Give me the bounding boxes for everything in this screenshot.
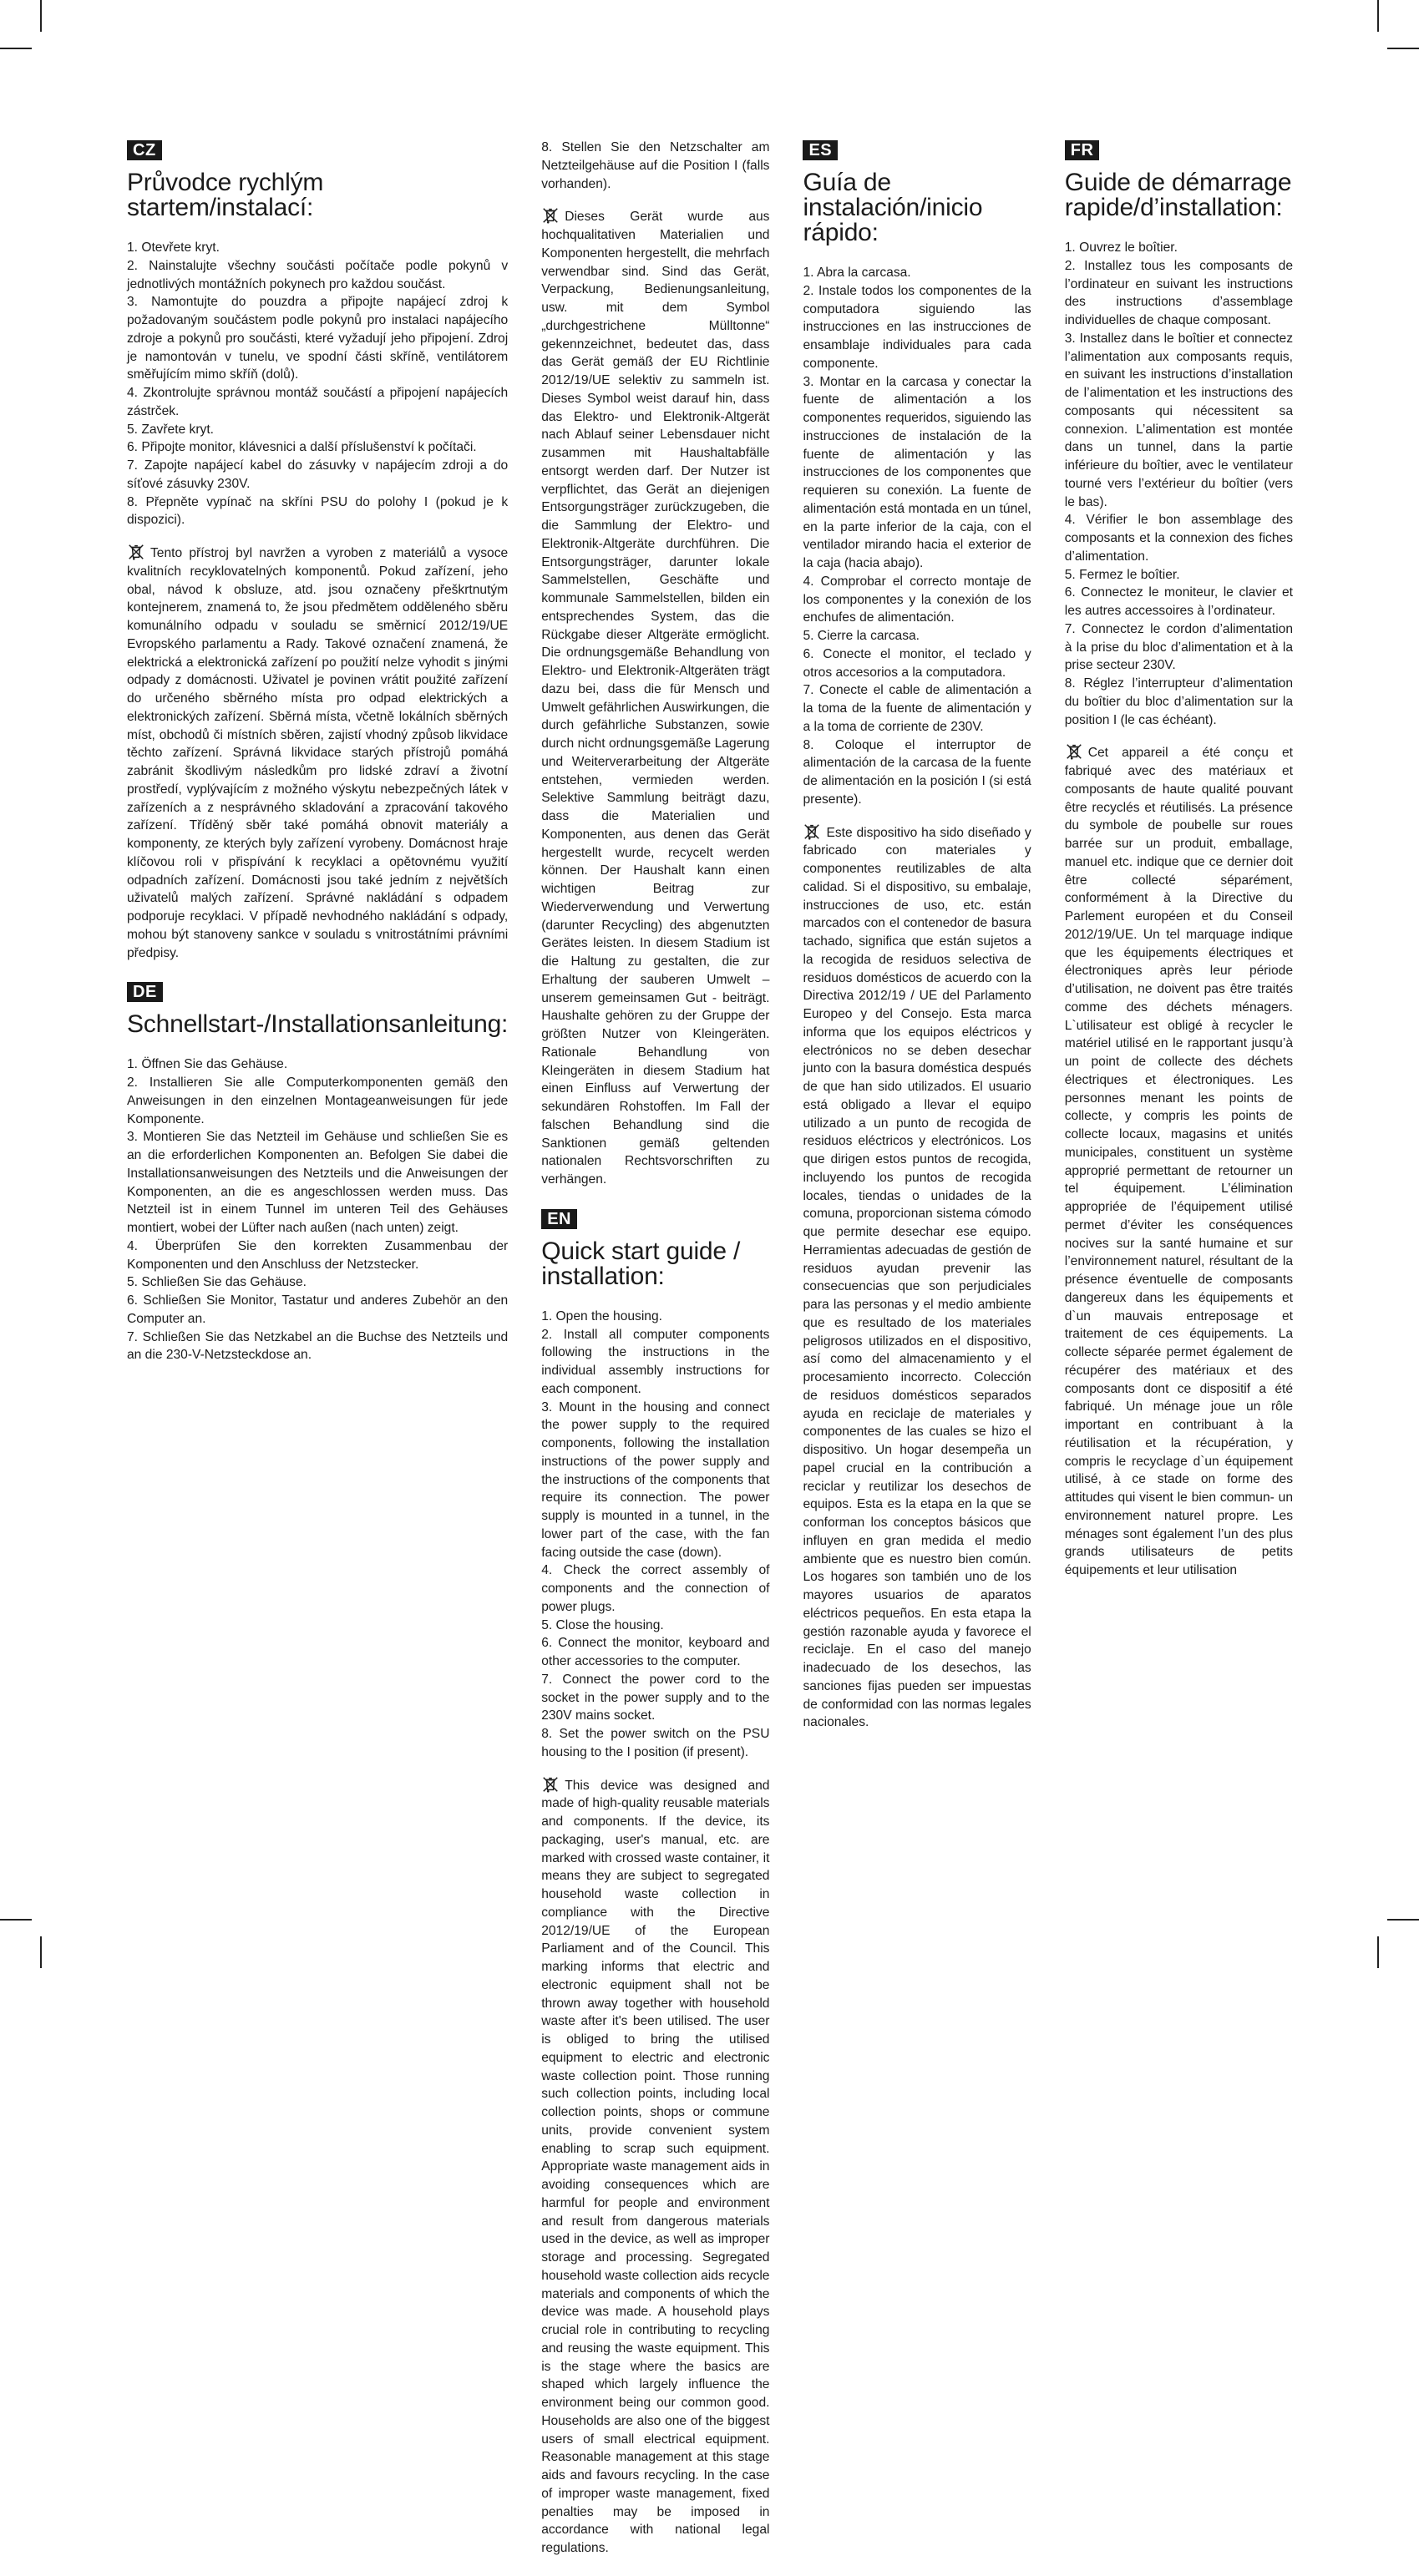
- step-item: 5. Cierre la carcasa.: [803, 629, 920, 643]
- crossed-out-wheelie-bin-icon: [541, 1775, 560, 1794]
- section-fr: [1065, 139, 1293, 1580]
- step-item: 7. Schließen Sie das Netzkabel an die Buchse des Netzteils und an die 230-V-Netzsteckdose an.: [127, 1329, 509, 1363]
- step-item: 4. Vérifier le bon assemblage des composants et la connexion des fiches d’alimentation.: [1064, 513, 1293, 564]
- step-item: 6. Connect the monitor, keyboard and other accessories to the computer.: [541, 1636, 770, 1668]
- step-item: 8. Přepněte vypínač na skříni PSU do polohy I (pokud je k dispozici).: [127, 494, 509, 528]
- step-item: 4. Zkontrolujte správnou montáž součástí a připojení napájecích zástrček.: [127, 386, 509, 418]
- section-es: [803, 139, 1031, 1732]
- crop-mark-br-h: [1387, 1919, 1419, 1921]
- steps-list-es: [803, 264, 1031, 809]
- section-title-es: Guía de instalación/inicio rápido:: [803, 169, 983, 246]
- step-item: 7. Zapojte napájecí kabel do zásuvky v napájecím zdroji a do síťové zásuvky 230V.: [127, 458, 509, 491]
- step-item: 2. Install all computer components following the instructions in the individual assembly instructions for each component.: [541, 1327, 770, 1396]
- step-item: 2. Nainstalujte všechny součásti počítače podle pokynů v jednotlivých montážních pokynech pro každou součást.: [127, 258, 509, 291]
- crossed-out-wheelie-bin-icon: [803, 822, 821, 841]
- step-item: 8. Stellen Sie den Netzschalter am Netzteilgehäuse auf die Position I (falls vorhanden).: [541, 140, 770, 191]
- step-item: 3. Mount in the housing and connect the power supply to the required components, following the installation instructions of the power supply and the instructions of the components that require its connection. The power supply is mounted in a tunnel, in the lower part of the case, with the fan facing outside the case (down).: [541, 1399, 770, 1560]
- step-item: 6. Connectez le moniteur, le clavier et les autres accessoires à l’ordinateur.: [1064, 585, 1293, 618]
- step-item: 1. Öffnen Sie das Gehäuse.: [127, 1057, 288, 1072]
- weee-text-de: Dieses Gerät wurde aus hochqualitativen Materialien und Komponenten hergestellt, die mehrfach verwendbar sind. Sind das Gerät, Verpackung, Bedienungsanleitung, usw. mit dem Symbol „durchgestrichene Mülltonne“ gekennzeichnet, bedeutet das, dass das Gerät gemäß der EU Richtlinie 2012/19/UE selektiv zu sammeln ist. Dieses Symbol weist darauf hin, dass das Elektro- und Elektronik-Altgerät nach Ablauf seiner Lebensdauer nicht zusammen mit Haushaltabfälle entsorgt werden darf. Der Nutzer ist verpflichtet, das Gerät an diejenigen Entsorgungsträger zurückzugeben, die die Sammlung der Elektro- und Elektronik-Altgeräte durchführen. Die Entsorgungsträger, darunter lokale Sammelstellen, Geschäfte und kommunale Sammelstellen, bilden ein entsprechendes System, das die Rückgabe dieser Altgeräte ermöglicht. Die ordnungsgemäße Behandlung von Elektro- und Elektronik-Altgeräten trägt dazu bei, dass die für Mensch und Umwelt gefährlichen Auswirkungen, die durch gefährliche Substanzen, sowie durch nicht ordnungsgemäße Lagerung und Weiterverarbeitung der Altgeräte entstehen, vermieden werden. Selektive Sammlung beiträgt dazu, dass die Materialien und Komponenten, aus denen das Gerät hergestellt wurde, recycelt werden können. Der Haushalt kann einen wichtigen Beitrag zur Wiederverwendung und Verwertung (darunter Recycling) des abgenutzten Gerätes leisten. In diesem Stadium ist die Haltung zu gestalten, die zur Erhaltung der sauberen Umwelt – unserem gemeinsamen Gut - beiträgt. Haushalte gehören zu der Gruppe der größten Nutzer von Kleingeräten. Rationale Behandlung von Kleingeräten in diesem Stadium hat einen Einfluss auf Verwertung der sekundären Rohstoffen. Im Fall der falschen Behandlung sind die Sanktionen gemäß geltenden nationalen Rechtsvorschriften zu verhängen.: [541, 210, 770, 1187]
- steps-list-de: [127, 1055, 508, 1364]
- section-title-de: Schnellstart-/Installationsanleitung:: [127, 1010, 509, 1039]
- section-cz: [127, 139, 508, 962]
- document-columns: [127, 139, 1293, 2555]
- steps-list-cz: [127, 239, 508, 529]
- step-item: 2. Installieren Sie alle Computerkomponenten gemäß den Anweisungen in den einzelnen Montageanweisungen für jede Komponente.: [127, 1075, 509, 1126]
- steps-list-de-continued: [541, 139, 769, 193]
- weee-notice-es: [803, 822, 1031, 1733]
- crop-mark-br-v: [1377, 1936, 1379, 1968]
- step-item: 8. Réglez l’interrupteur d’alimentation du boîtier du bloc d’alimentation sur la position I (le cas échéant).: [1064, 676, 1293, 727]
- column-4: [1065, 139, 1293, 2576]
- step-item: 1. Otevřete kryt.: [127, 240, 220, 255]
- weee-text-cz: Tento přístroj byl navržen a vyroben z materiálů a vysoce kvalitních recyklovatelných komponentů. Pokud zařízení, jeho obal, návod k obsluze, atd. jsou označeny přeškrtnutým kontejnerem, znamená to, že jsou předmětem odděleného sběru komunálního odpadu v souladu se směrnicí 2012/19/UE Evropského parlamentu a Rady. Takové označení znamená, že elektrická a elektronická zařízení po použití nelze vyhodit s jinými odpady z domácnosti. Uživatel je povinen vrátit použité zařízení do určeného sběrného místa pro odpad elektrických a elektronických zařízení. Sběrná místa, včetně lokálních sběrných míst, obchodů či místních sběren, zajistí vhodný způsob likvidace těchto zařízení. Správná likvidace starých přístrojů pomáhá zabránit škodlivým následkům pro lidské zdraví a životní prostředí, vyplývajícím z možného výskytu nebezpečných látek v zařízeních a z nesprávného skladování a zpracování takového zařízení. Tříděný sběr také pomáhá obnovit materiály a komponenty, ze kterých byly zařízení vyrobeny. Domácnost hraje klíčovou roli v přispívání k recyklaci a opětovnému využití odpadních zařízení. Domácnosti jsou také jedním z největších uživatelů malých zařízení. Správné nakládání s odpadem podporuje recyklaci. V případě nevhodného nakládání s odpady, mohou být stanoveny sankce v souladu s vnitrostátními právními předpisy.: [127, 546, 509, 960]
- step-item: 1. Ouvrez le boîtier.: [1064, 240, 1178, 255]
- language-badge-cz: CZ: [127, 140, 162, 160]
- crop-mark-tr-v: [1377, 0, 1379, 32]
- step-item: 5. Schließen Sie das Gehäuse.: [127, 1275, 307, 1290]
- step-item: 8. Set the power switch on the PSU housing to the I position (if present).: [541, 1727, 770, 1759]
- crop-mark-bl-h: [0, 1919, 32, 1921]
- step-item: 3. Montieren Sie das Netzteil im Gehäuse und schließen Sie es an die erforderlichen Komponenten an. Befolgen Sie dabei die Installationsanweisungen des Netzteils und die Anweisungen der Komponenten, an die es angeschlossen werden muss. Das Netzteil ist in einem Tunnel im unteren Teil des Gehäuses montiert, wobei der Lüfter nach außen (nach unten) zeigt.: [127, 1130, 509, 1235]
- column-2: [541, 139, 769, 2576]
- crop-mark-tr-h: [1387, 48, 1419, 49]
- section-title-cz: Průvodce rychlým startem/instalací:: [127, 169, 324, 221]
- crossed-out-wheelie-bin-icon: [1065, 742, 1083, 761]
- weee-notice-cz: [127, 543, 508, 962]
- language-badge-de: DE: [127, 982, 163, 1002]
- weee-notice-de: [541, 206, 769, 1189]
- step-item: 2. Instale todos los componentes de la computadora siguiendo las instrucciones en las instrucciones de ensamblaje individuales para cada componente.: [803, 283, 1031, 371]
- step-item: 4. Check the correct assembly of components and the connection of power plugs.: [541, 1563, 770, 1614]
- step-item: 1. Abra la carcasa.: [803, 266, 911, 280]
- language-badge-en: EN: [541, 1209, 577, 1229]
- weee-text-fr: Cet appareil a été conçu et fabriqué avec des matériaux et composants de haute qualité pouvant être recyclés et réutilisés. La présence du symbole de poubelle sur roues barrée sur un produit, emballage, manuel etc. indique que ce dernier doit être collecté séparément, conformément à la Directive du Parlement européen et du Conseil 2012/19/UE. Un tel marquage indique que les équipements électriques et électroniques après leur période d’utilisation, ne doivent pas être traités comme des déchets ménagers. L`utilisateur est obligé à recycler le matériel utilisé en le rapportant jusqu’à un point de collecte des déchets électriques et électroniques. Les personnes menant les points de collecte, y compris les points de collecte locaux, magasins et unités municipales, constituent un système approprié permettant de retourner un tel équipement. L’élimination appropriée de l’équipement utilisé permet d’éviter les conséquences nocives sur la santé humaine et sur l’environnement naturel, résultant de la présence éventuelle de composants dangereux dans les équipements et d`un mauvais entreposage et traitement de ces équipements. La collecte séparée permet également de récupérer des matériaux et des composants dont ce dispositif a été fabriqué. Un ménage joue un rôle important en contribuant à la réutilisation et la récupération, y compris le recyclage d`un équipement utilisé, à ce stade on forme des attitudes qui visent le bien commun- un environnement naturel propre. Les ménages sont également l’un des plus grands utilisateurs de petits équipements et leur utilisation: [1064, 746, 1293, 1577]
- step-item: 7. Conecte el cable de alimentación a la toma de la fuente de alimentación y a la toma de corriente de 230V.: [803, 683, 1031, 734]
- step-item: 5. Zavřete kryt.: [127, 422, 214, 437]
- step-item: 8. Coloque el interruptor de alimentación de la carcasa de la fuente de alimentación en la posición I (si está presente).: [803, 737, 1031, 807]
- section-title-en: Quick start guide / installation:: [541, 1237, 741, 1290]
- step-item: 6. Schließen Sie Monitor, Tastatur und anderes Zubehör an den Computer an.: [127, 1293, 509, 1326]
- steps-list-en: [541, 1308, 769, 1762]
- step-item: 5. Close the housing.: [541, 1617, 664, 1632]
- crossed-out-wheelie-bin-icon: [541, 206, 560, 225]
- step-item: 1. Open the housing.: [541, 1308, 662, 1323]
- step-item: 3. Installez dans le boîtier et connectez l’alimentation aux composants requis, en suivant les instructions d’installation de l’alimentation et les instructions des composants qui nécessitent sa connexion. L’alimentation est montée dans un tunnel, dans la partie inférieure du boîtier, avec le ventilateur tourné vers l’extérieur du boîtier (vers le bas).: [1064, 331, 1293, 509]
- step-item: 5. Fermez le boîtier.: [1064, 567, 1180, 582]
- column-3: [803, 139, 1031, 2576]
- weee-notice-en: [541, 1775, 769, 2558]
- section-title-fr: Guide de démarrage rapide/d’installation:: [1064, 169, 1292, 221]
- step-item: 4. Comprobar el correcto montaje de los componentes y la conexión de los enchufes de alimentación.: [803, 574, 1031, 625]
- crop-mark-tl-h: [0, 48, 32, 49]
- step-item: 7. Connectez le cordon d’alimentation à la prise du bloc d’alimentation et à la prise secteur 230V.: [1064, 621, 1293, 673]
- section-en: [541, 1207, 769, 2558]
- steps-list-fr: [1065, 239, 1293, 729]
- weee-notice-fr: [1065, 742, 1293, 1580]
- step-item: 3. Montar en la carcasa y conectar la fuente de alimentación a los componentes requeridos, siguiendo las instrucciones de instalación de la fuente de alimentación y las instrucciones de los componentes que requieren su conexión. La fuente de alimentación está montada en un túnel, en la parte inferior de la caja, con el ventilador mirando hacia el exterior de la caja (hacia abajo).: [803, 374, 1031, 570]
- step-item: 6. Conecte el monitor, el teclado y otros accesorios a la computadora.: [803, 646, 1031, 680]
- section-de: [127, 980, 508, 1364]
- language-badge-es: ES: [803, 140, 838, 160]
- step-item: 4. Überprüfen Sie den korrekten Zusammenbau der Komponenten und den Anschluss der Netzstecker.: [127, 1238, 509, 1272]
- crop-mark-tl-v: [40, 0, 42, 32]
- language-badge-fr: FR: [1065, 140, 1100, 160]
- step-item: 7. Connect the power cord to the socket in the power supply and to the 230V mains socket.: [541, 1672, 770, 1723]
- crop-mark-bl-v: [40, 1936, 42, 1968]
- step-item: 2. Installez tous les composants de l’ordinateur en suivant les instructions des instructions d’assemblage individuelles de chaque composant.: [1064, 258, 1293, 327]
- weee-text-en: This device was designed and made of high-quality reusable materials and components. If the device, its packaging, user's manual, etc. are marked with crossed waste container, it means they are subject to segregated household waste collection in compliance with the Directive 2012/19/UE of the European Parliament and of the Council. This marking informs that electric and electronic equipment shall not be thrown away together with household waste after it's been utilised. The user is obliged to bring the utilised equipment to electric and electronic waste collection point. Those running such collection points, including local collection points, shops or commune units, provide convenient system enabling to scrap such equipment. Appropriate waste management aids in avoiding consequences which are harmful for people and environment and result from dangerous materials used in the device, as well as improper storage and processing. Segregated household waste collection aids recycle materials and components of which the device was made. A household plays crucial role in contributing to recycling and reusing the waste equipment. This is the stage where the basics are shaped which largely influence the environment being our common good. Households are also one of the biggest users of small electrical equipment. Reasonable management at this stage aids and favours recycling. In the case of improper waste management, fixed penalties may be imposed in accordance with national legal regulations.: [541, 1778, 770, 2555]
- weee-text-es: Este dispositivo ha sido diseñado y fabricado con materiales y componentes reutilizables de alta calidad. Si el dispositivo, su embalaje, instrucciones de uso, etc. están marcados con el contenedor de basura tachado, significa que están sujetos a la recogida de residuos selectiva de residuos domésticos de acuerdo con la Directiva 2012/19 / UE del Parlamento Europeo y del Consejo. Esta marca informa que los equipos eléctricos y electrónicos no se deben desechar junto con la basura doméstica después de que han sido utilizados. El usuario está obligado a llevar el equipo utilizado a un punto de recogida de residuos eléctricos y electrónicos. Los que dirigen estos puntos de recogida, incluyendo los puntos de recogida locales, tiendas o unidades de la comuna, proporcionan sistema cómodo que permite desechar ese equipo. Herramientas adecuadas de gestión de residuos ayudan prevenir las consecuencias que son perjudiciales para las personas y el medio ambiente que es resultado de los materiales peligrosos utilizados en el dispositivo, así como del almacenamiento y el procesamiento incorrecto. Colección de residuos domésticos separados ayuda en reciclaje de materiales y componentes de las cuales se hizo el dispositivo. Un hogar desempeña un papel crucial en la contribución a reciclar y reutilizar los desechos de equipos. Esta es la etapa en la que se conforman los conceptos básicos que influyen en gran medida el medio ambiente que es nuestro bien común. Los hogares son también uno de los mayores usuarios de aparatos eléctricos pequeños. En esta etapa la gestión razonable ayuda y favorece el reciclaje. En el caso del manejo inadecuado de los desechos, las sanciones fijas pueden ser impuestas de conformidad con las normas legales nacionales.: [803, 825, 1031, 1730]
- section-de-continued: [541, 139, 769, 1189]
- step-item: 6. Připojte monitor, klávesnici a další příslušenství k počítači.: [127, 440, 477, 455]
- step-item: 3. Namontujte do pouzdra a připojte napájecí zdroj k požadovaným součástem podle pokynů pro instalaci napájecího zdroje a pokynů pro součásti, které vyžadují jeho připojení. Zdroj je namontován v tunelu, ve spodní části skříně, ventilátorem směřujícím mimo skříň (dolů).: [127, 295, 509, 382]
- crossed-out-wheelie-bin-icon: [127, 543, 145, 561]
- column-1: [127, 139, 508, 2576]
